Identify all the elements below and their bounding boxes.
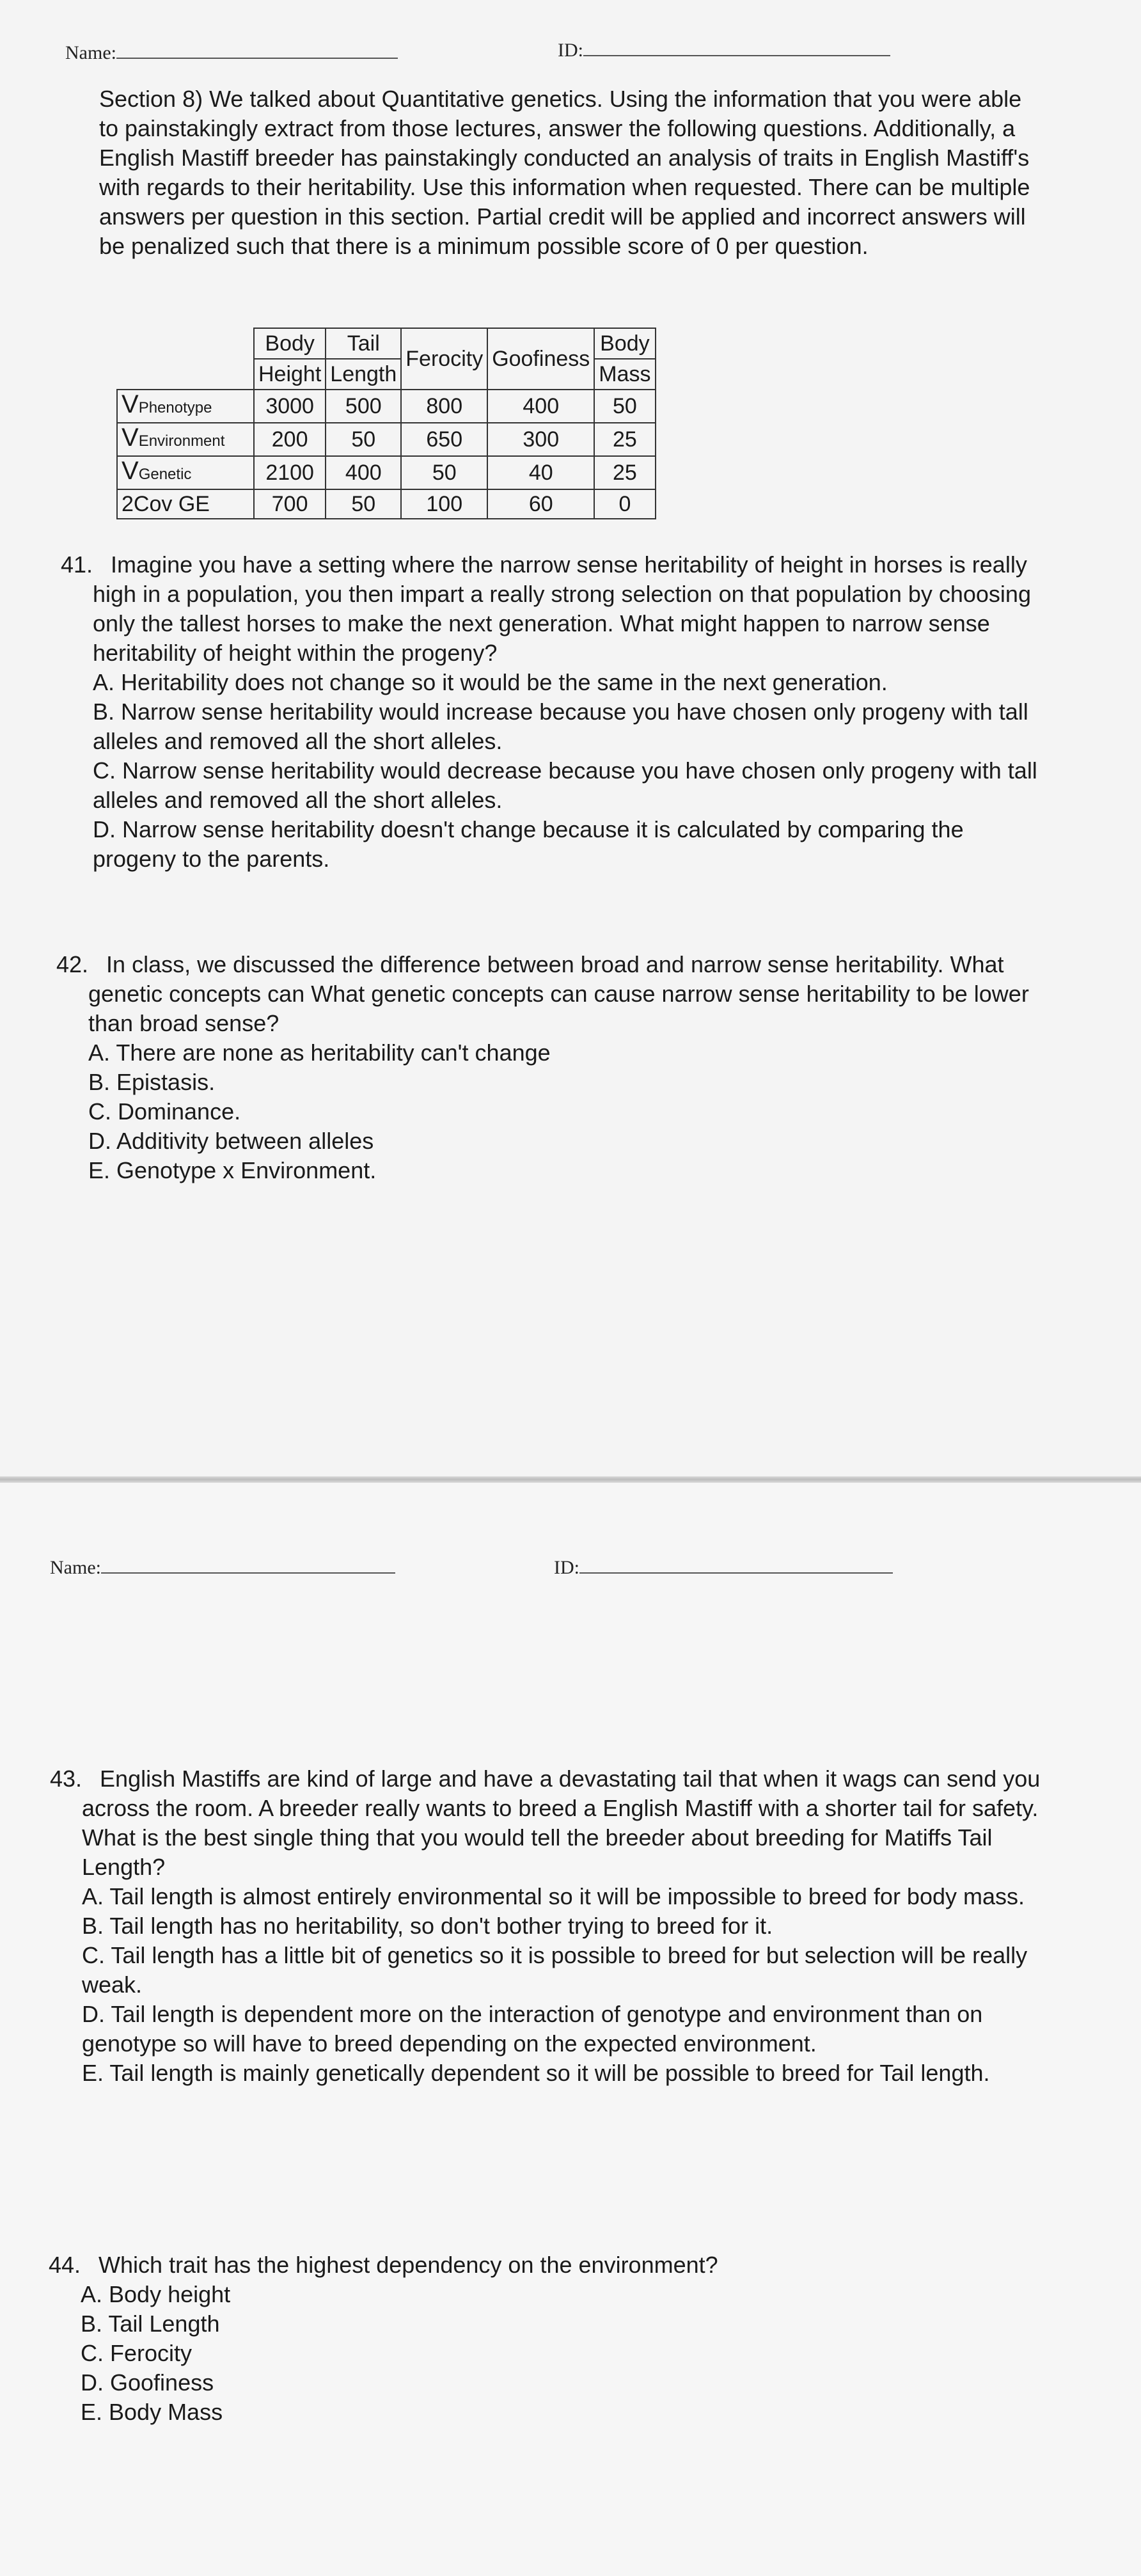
question-43	[50, 1764, 1048, 2088]
table-cell: 300	[487, 423, 594, 456]
table-cell: 50	[594, 390, 655, 423]
question-number: 44.	[49, 2252, 81, 2278]
table-cell: 3000	[254, 390, 326, 423]
name-field	[50, 1557, 395, 1579]
id-field	[554, 1557, 893, 1579]
table-row	[117, 423, 656, 456]
table-cell: 60	[487, 489, 594, 519]
col-header: Goofiness	[487, 328, 594, 390]
table-header-row-1	[117, 328, 656, 359]
answer-option[interactable]: D. Narrow sense heritability doesn't change because it is calculated by comparing the progeny to the parents.	[93, 816, 964, 872]
table-cell: 200	[254, 423, 326, 456]
col-header-line1: Body	[254, 328, 326, 359]
row-label: VGenetic	[117, 456, 254, 489]
question-number: 43.	[50, 1766, 83, 1792]
answer-option[interactable]: A. Heritability does not change so it would be the same in the next generation.	[93, 669, 888, 695]
question-stem	[56, 950, 1041, 1038]
id-blank-line	[579, 1572, 893, 1574]
table-cell: 0	[594, 489, 655, 519]
table-cell: 2100	[254, 456, 326, 489]
question-stem	[61, 550, 1046, 668]
answer-option[interactable]: D. Additivity between alleles	[88, 1128, 374, 1154]
name-label: Name:	[50, 1557, 101, 1578]
col-header-line1: Tail	[326, 328, 401, 359]
table-cell: 50	[326, 423, 401, 456]
answer-option[interactable]: D. Tail length is dependent more on the interaction of genotype and environment than on genotype so will have to breed depending on the expected environment.	[82, 2001, 983, 2057]
answer-option[interactable]: C. Dominance.	[88, 1098, 241, 1125]
table-cell: 650	[401, 423, 487, 456]
table-cell: 100	[401, 489, 487, 519]
table-row	[117, 390, 656, 423]
answer-option[interactable]: A. Body height	[81, 2281, 231, 2307]
id-field	[558, 40, 890, 61]
question-text: English Mastiffs are kind of large and have a devastating tail that when it wags can send you across the room. A breeder really wants to breed a English Mastiff with a shorter tail for safety. What is the best single thing that you would tell the breeder about breeding for Matiffs Tail Length?	[82, 1766, 1041, 1880]
answer-option[interactable]: E. Genotype x Environment.	[88, 1157, 377, 1183]
table-cell: 700	[254, 489, 326, 519]
name-label: Name:	[65, 42, 116, 63]
row-label: VEnvironment	[117, 423, 254, 456]
table-cell: 400	[326, 456, 401, 489]
id-label: ID:	[554, 1557, 579, 1578]
question-41	[61, 550, 1046, 874]
table-cell: 400	[487, 390, 594, 423]
name-blank-line	[101, 1572, 395, 1574]
question-44	[49, 2250, 1046, 2427]
id-blank-line	[583, 55, 890, 56]
table-cell: 800	[401, 390, 487, 423]
col-header-line2: Mass	[594, 359, 655, 390]
col-header-line2: Height	[254, 359, 326, 390]
table-cell: 50	[401, 456, 487, 489]
question-stem	[49, 2250, 1046, 2280]
answer-option[interactable]: B. Tail Length	[81, 2311, 220, 2337]
answer-option[interactable]: B. Epistasis.	[88, 1069, 216, 1095]
answer-option[interactable]: C. Ferocity	[81, 2340, 193, 2366]
question-number: 42.	[56, 951, 89, 977]
answer-option[interactable]: D. Goofiness	[81, 2369, 214, 2396]
table-corner	[117, 328, 254, 390]
answer-option[interactable]: C. Tail length has a little bit of genetics so it is possible to breed for but selection will be really weak.	[82, 1942, 1028, 1998]
id-label: ID:	[558, 40, 583, 61]
table-cell: 40	[487, 456, 594, 489]
col-header-line2: Length	[326, 359, 401, 390]
col-header: Ferocity	[401, 328, 487, 390]
table-cell: 50	[326, 489, 401, 519]
table-cell: 500	[326, 390, 401, 423]
answer-option[interactable]: A. There are none as heritability can't change	[88, 1039, 551, 1066]
section-intro: Section 8) We talked about Quantitative genetics. Using the information that you were able to painstakingly extract from those lectures, answer the following questions. Additionally, a English Mastiff breeder has painstakingly conducted an analysis of traits in English Mastiff's with regards to their heritability. Use this information when requested. There can be multiple answers per question in this section. Partial credit will be applied and incorrect answers will be penalized such that there is a minimum possible score of 0 per question.	[99, 86, 1030, 259]
table-cell: 25	[594, 423, 655, 456]
answer-option[interactable]: E. Body Mass	[81, 2399, 223, 2425]
exam-page-2	[0, 1483, 1141, 2576]
answer-option[interactable]: E. Tail length is mainly genetically dependent so it will be possible to breed for Tail length.	[82, 2060, 990, 2086]
table-row	[117, 489, 656, 519]
question-text: Which trait has the highest dependency on the environment?	[98, 2252, 718, 2278]
question-text: In class, we discussed the difference between broad and narrow sense heritability. What genetic concepts can What genetic concepts can cause narrow sense heritability to be lower than broad sense?	[88, 951, 1029, 1036]
row-label: VPhenotype	[117, 390, 254, 423]
question-number: 41.	[61, 551, 93, 578]
name-field	[65, 42, 398, 64]
name-blank-line	[116, 58, 398, 59]
answer-option[interactable]: B. Tail length has no heritability, so don't bother trying to breed for it.	[82, 1913, 773, 1939]
question-42	[56, 950, 1041, 1185]
table-cell: 25	[594, 456, 655, 489]
answer-option[interactable]: A. Tail length is almost entirely environmental so it will be impossible to breed for body mass.	[82, 1883, 1025, 1909]
row-label: 2Cov GE	[117, 489, 254, 519]
answer-option[interactable]: C. Narrow sense heritability would decrease because you have chosen only progeny with tall alleles and removed all the short alleles.	[93, 757, 1037, 813]
col-header-line1: Body	[594, 328, 655, 359]
table-row	[117, 456, 656, 489]
heritability-table	[116, 328, 656, 519]
question-stem	[50, 1764, 1048, 1882]
question-text: Imagine you have a setting where the narrow sense heritability of height in horses is really high in a population, you then impart a really strong selection on that population by choosing only the tallest horses to make the next generation. What might happen to narrow sense heritability of height within the progeny?	[93, 551, 1031, 666]
answer-option[interactable]: B. Narrow sense heritability would increase because you have chosen only progeny with tall alleles and removed all the short alleles.	[93, 699, 1028, 754]
